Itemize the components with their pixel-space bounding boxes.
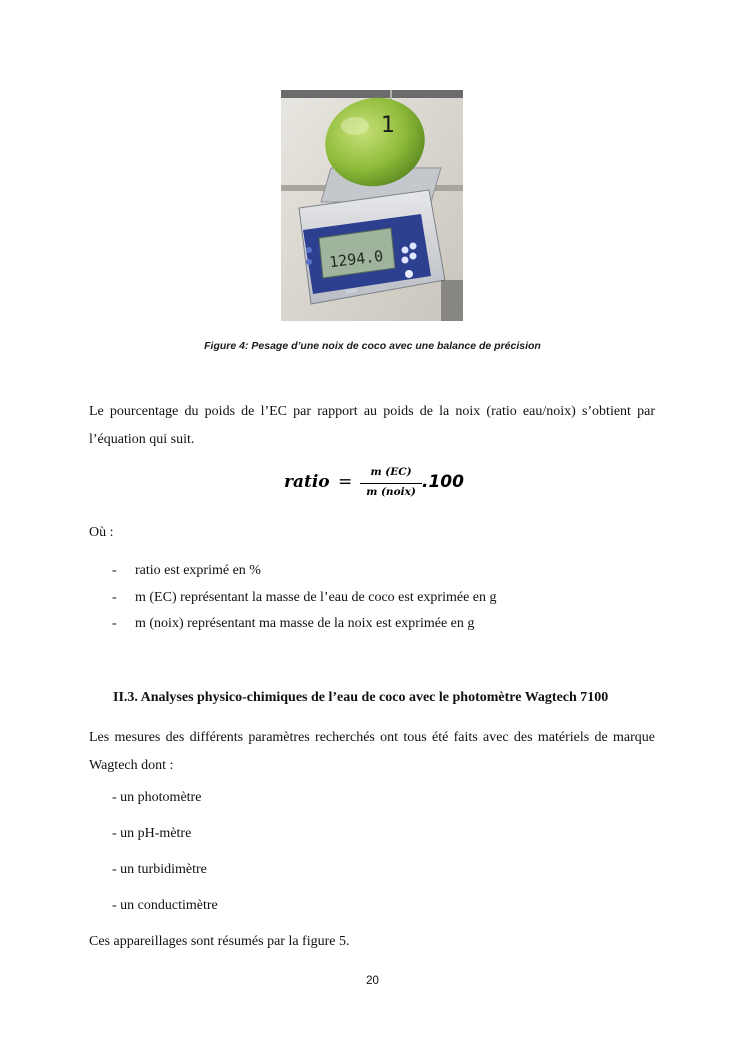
- intro-paragraph: Le pourcentage du poids de l’EC par rapport au poids de la noix (ratio eau/noix) s’obtient par l’équation qui suit.: [89, 404, 655, 447]
- equation-lhs: ratio: [284, 472, 330, 492]
- instrument-item: - un conductimètre: [112, 898, 218, 913]
- bullet-dash: -: [112, 563, 117, 578]
- instrument-item: - un pH-mètre: [112, 826, 192, 841]
- fraction-bar: [360, 483, 422, 484]
- instrument-item: - un turbidimètre: [112, 862, 207, 877]
- coconut-number-mark: 1: [381, 113, 395, 138]
- section-heading: II.3. Analyses physico-chimiques de l’eau de coco avec le photomètre Wagtech 7100: [113, 690, 609, 705]
- bullet-dash: -: [112, 616, 117, 631]
- instrument-item: - un photomètre: [112, 790, 202, 805]
- scale-display-reading: 1294.0: [328, 246, 385, 272]
- equation-numerator: m (EC): [370, 466, 412, 478]
- coconut-scale-illustration: [281, 90, 463, 321]
- coconut-on-scale-photo: [281, 90, 463, 321]
- figure-caption: Figure 4: Pesage d’une noix de coco avec une balance de précision: [204, 340, 541, 352]
- bullet-dash: -: [112, 590, 117, 605]
- section-paragraph: Les mesures des différents paramètres recherchés ont tous été faits avec des matériels de marque Wagtech dont :: [89, 730, 655, 773]
- definition-text: m (EC) représentant la masse de l’eau de coco est exprimée en g: [135, 590, 497, 605]
- definition-text: m (noix) représentant ma masse de la noix est exprimée en g: [135, 616, 475, 631]
- where-label: Où :: [89, 525, 114, 540]
- ratio-equation: [284, 464, 484, 510]
- tare-label: TARE: [344, 288, 359, 296]
- closing-sentence: Ces appareillages sont résumés par la figure 5.: [89, 934, 350, 949]
- definition-text: ratio est exprimé en %: [135, 563, 261, 578]
- equation-multiplier: .100: [422, 472, 464, 492]
- page-number: 20: [366, 975, 379, 987]
- equation-denominator: m (noix): [366, 486, 416, 498]
- equation-equals: =: [338, 472, 353, 492]
